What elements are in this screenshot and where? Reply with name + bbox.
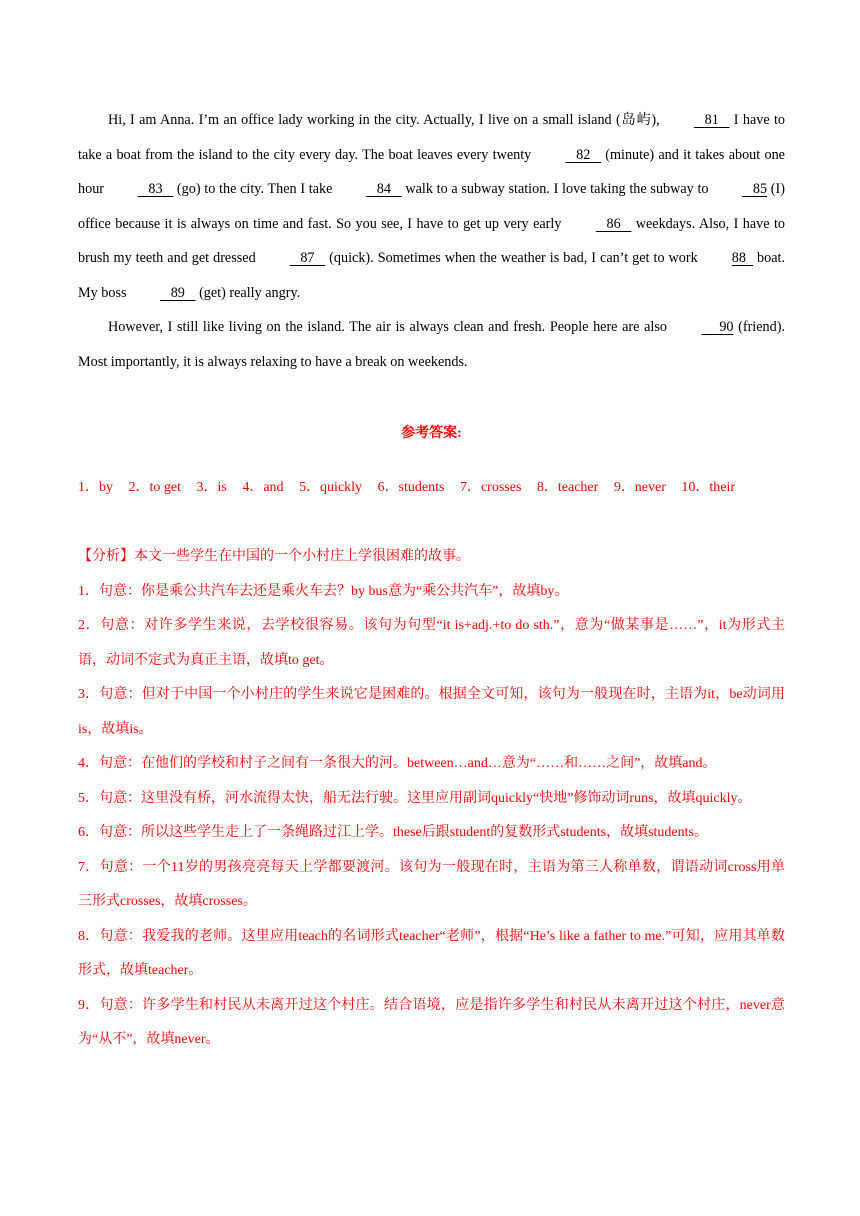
- blank-84: 84: [376, 181, 391, 197]
- blank-87: 87: [300, 250, 315, 266]
- passage-text: walk to a subway station. I love taking the subway to: [401, 181, 713, 197]
- blank-86: 86: [606, 215, 621, 232]
- analysis-item-5: 5．句意：这里没有桥，河水流得太快，船无法行驶。这里应用副词quickly“快地”修饰动词runs，故填quickly。: [78, 790, 752, 806]
- analysis-item-3: 3．句意：但对于中国一个小村庄的学生来说它是困难的。根据全文可知，该句为一般现在时，主语为it，be动词用is，故填is。: [78, 687, 785, 737]
- answer-list: [78, 476, 785, 496]
- passage-text: Hi, I am Anna. I’m an office lady working in the city. Actually, I live on a small island (岛屿),: [108, 112, 665, 128]
- blank-90: 90: [719, 319, 734, 335]
- answer-item: 9．never: [613, 480, 666, 495]
- passage-text: However, I still like living on the island. The air is always clean and fresh. People here are also: [108, 319, 672, 335]
- passage-text: (go) to the city. Then I take: [173, 181, 337, 197]
- passage-text: (minute) and it takes about one hour: [78, 146, 785, 197]
- answers-title: 参考答案:: [401, 426, 462, 441]
- passage-paragraph-2: [78, 310, 785, 379]
- blank-88: 88: [731, 250, 746, 266]
- passage-text: I have to take a boat from the island to the city every day. The boat leaves every twenty: [78, 112, 786, 163]
- answer-item: 5．quickly: [299, 480, 363, 495]
- document-page: [78, 103, 786, 1047]
- passage-text: weekdays. Also, I have to brush my teeth and get dressed: [78, 215, 785, 266]
- blank-89: 89: [170, 284, 185, 301]
- answer-item: 3．is: [196, 480, 227, 495]
- analysis-item-4: 4．句意：在他们的学校和村子之间有一条很大的河。between…and…意为“……和……之间”，故填and。: [78, 756, 717, 771]
- analysis-label: 【分析】: [78, 549, 134, 564]
- analysis-summary: 本文一些学生在中国的一个小村庄上学很困难的故事。: [134, 549, 470, 564]
- answer-item: 4．and: [242, 480, 284, 495]
- blank-81: 81: [704, 112, 719, 128]
- analysis-item-9: 9．句意：许多学生和村民从未离开过这个村庄。结合语境，应是指许多学生和村民从未离开过这个村庄，never意为“从不”，故填never。: [78, 997, 785, 1047]
- passage-text: (get) really angry.: [195, 284, 301, 301]
- passage-text: boat. My boss: [78, 250, 786, 301]
- blank-82: 82: [576, 146, 591, 163]
- answer-item: 10．their: [681, 480, 736, 495]
- answer-item: 2．to get: [128, 480, 181, 495]
- analysis-item-2: 2．句意：对许多学生来说，去学校很容易。该句为句型“it is+adj.+to do sth.”，意为“做某事是……”，it为形式主语，动词不定式为真正主语，故填to get。: [78, 618, 785, 668]
- answer-item: 6．students: [377, 480, 445, 495]
- passage-text: (friend). Most importantly, it is always relaxing to have a break on weekends.: [78, 319, 786, 370]
- analysis-item-1: 1．句意：你是乘公共汽车去还是乘火车去？by bus意为“乘公共汽车”，故填by。: [78, 583, 569, 599]
- analysis-item-8: 8．句意：我爱我的老师。这里应用teach的名词形式teacher“老师”，根据“He’s like a father to me.”可知，应用其单数形式，故填teacher。: [78, 928, 785, 978]
- analysis-section: [78, 540, 785, 1058]
- blank-85: 85: [752, 181, 768, 197]
- passage-text: (quick). Sometimes when the weather is bad, I can’t get to work: [325, 250, 702, 266]
- analysis-item-6: 6．句意：所以这些学生走上了一条绳路过江上学。these后跟student的复数形式students，故填students。: [78, 825, 708, 840]
- passage-paragraph-1: [78, 103, 785, 310]
- answer-item: 8．teacher: [536, 480, 599, 495]
- passage: [78, 103, 785, 379]
- answer-item: 7．crosses: [459, 480, 522, 495]
- analysis-item-7: 7．句意：一个11岁的男孩亮亮每天上学都要渡河。该句为一般现在时，主语为第三人称单数，谓语动词cross用单三形式crosses，故填crosses。: [78, 859, 785, 909]
- answer-item: 1．by: [78, 480, 113, 495]
- passage-text: (I) office because it is always on time and fast. So you see, I have to get up very early: [78, 181, 785, 232]
- analysis-intro: [78, 540, 785, 575]
- blank-83: 83: [148, 181, 163, 197]
